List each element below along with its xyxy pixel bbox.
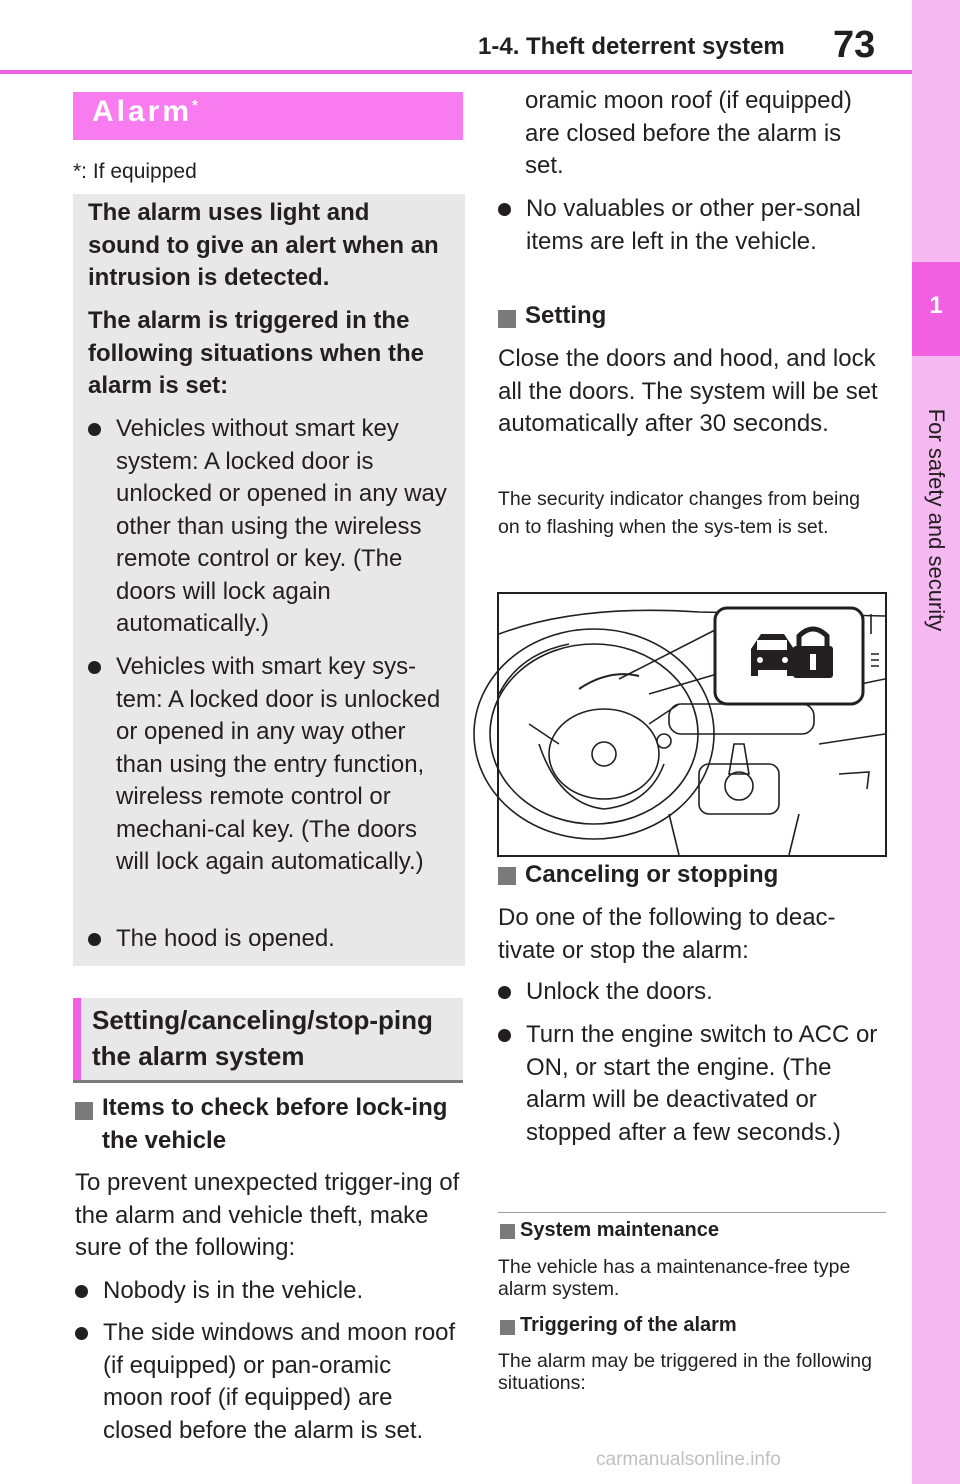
dashboard-drawing (499, 594, 885, 855)
trigger-intro: The alarm is triggered in the following situations when the alarm is set: (88, 307, 424, 399)
setting-note: The security indicator changes from being on to flashing when the sys-tem is set. (498, 488, 861, 538)
section-title: 1-4. Theft deterrent system (478, 33, 785, 60)
notes-divider (498, 1212, 886, 1213)
maintenance-heading: System maintenance (520, 1219, 719, 1241)
items-check-intro: To prevent unexpected trigger-ing of the alarm and vehicle theft, make sure of the following: (75, 1169, 460, 1261)
setting-subheading: Setting (525, 302, 607, 329)
square-bullet-icon (75, 1102, 93, 1120)
square-bullet-icon (500, 1320, 515, 1335)
cancel-item: Unlock the doors. (498, 976, 883, 1009)
square-bullet-icon (500, 1224, 515, 1239)
setting-heading: Setting/canceling/stop-ping the alarm system (92, 1005, 433, 1071)
cancel-item: Turn the engine switch to ACC or ON, or start the engine. (The alarm will be deactivated or stopped after a few seconds.) (498, 1019, 883, 1149)
bullet-icon (88, 933, 101, 946)
cancel-subheading: Canceling or stopping (525, 861, 779, 888)
setting-heading-rule (73, 1080, 463, 1083)
side-tab-number: 1 (929, 292, 943, 319)
trigger-item: Vehicles with smart key sys-tem: A locked door is unlocked or opened in any way other than using the entry function, wireless remote control or mechani-cal key. (The doors will lock again automatically.) (88, 651, 448, 879)
bullet-icon (75, 1285, 88, 1298)
side-tab-label: For safety and security (924, 408, 949, 632)
setting-text: Close the doors and hood, and lock all the doors. The system will be set automatically after 30 seconds. (498, 345, 878, 437)
alarm-heading-mark: * (192, 97, 198, 114)
bullet-icon (498, 1029, 511, 1042)
check-item: The side windows and moon roof (if equipped) or pan-oramic moon roof (if equipped) are closed before the alarm is set. (75, 1317, 457, 1382)
cancel-intro: Do one of the following to deac-tivate or stop the alarm: (498, 904, 836, 964)
items-check-heading: Items to check before lock-ing the vehicle (102, 1094, 448, 1154)
trigger-item: Vehicles without smart key system: A locked door is unlocked or opened in any way other than using the wireless remote control or key. (The doors will lock again automatically.) (88, 413, 448, 641)
square-bullet-icon (498, 867, 516, 885)
page-number: 73 (833, 24, 876, 66)
footnote: *: If equipped (73, 160, 197, 183)
header-rule (0, 70, 912, 74)
check-item: Nobody is in the vehicle. (75, 1275, 455, 1308)
trigger-item: The hood is opened. (88, 923, 448, 956)
check-item-continued-text: oramic moon roof (if equipped) are closed before the alarm is set. (525, 87, 852, 179)
side-tab (912, 0, 960, 1484)
check-item-continued (525, 85, 885, 183)
bullet-icon (75, 1327, 88, 1340)
check-item: No valuables or other per-sonal items are left in the vehicle. (498, 193, 878, 258)
intro-text: The alarm uses light and sound to give an alert when an intrusion is detected. (88, 199, 439, 291)
square-bullet-icon (498, 310, 516, 328)
alarm-heading: Alarm* (92, 95, 198, 128)
watermark: carmanualsonline.info (596, 1449, 781, 1470)
bullet-icon (88, 423, 101, 436)
maintenance-text: The vehicle has a maintenance-free type alarm system. (498, 1256, 851, 1300)
bullet-icon (498, 203, 511, 216)
dashboard-illustration (497, 592, 887, 857)
setting-heading-accent (73, 998, 81, 1080)
bullet-icon (498, 986, 511, 999)
triggering-text: The alarm may be triggered in the following situations: (498, 1350, 872, 1394)
bullet-icon (88, 661, 101, 674)
triggering-heading: Triggering of the alarm (520, 1314, 737, 1336)
